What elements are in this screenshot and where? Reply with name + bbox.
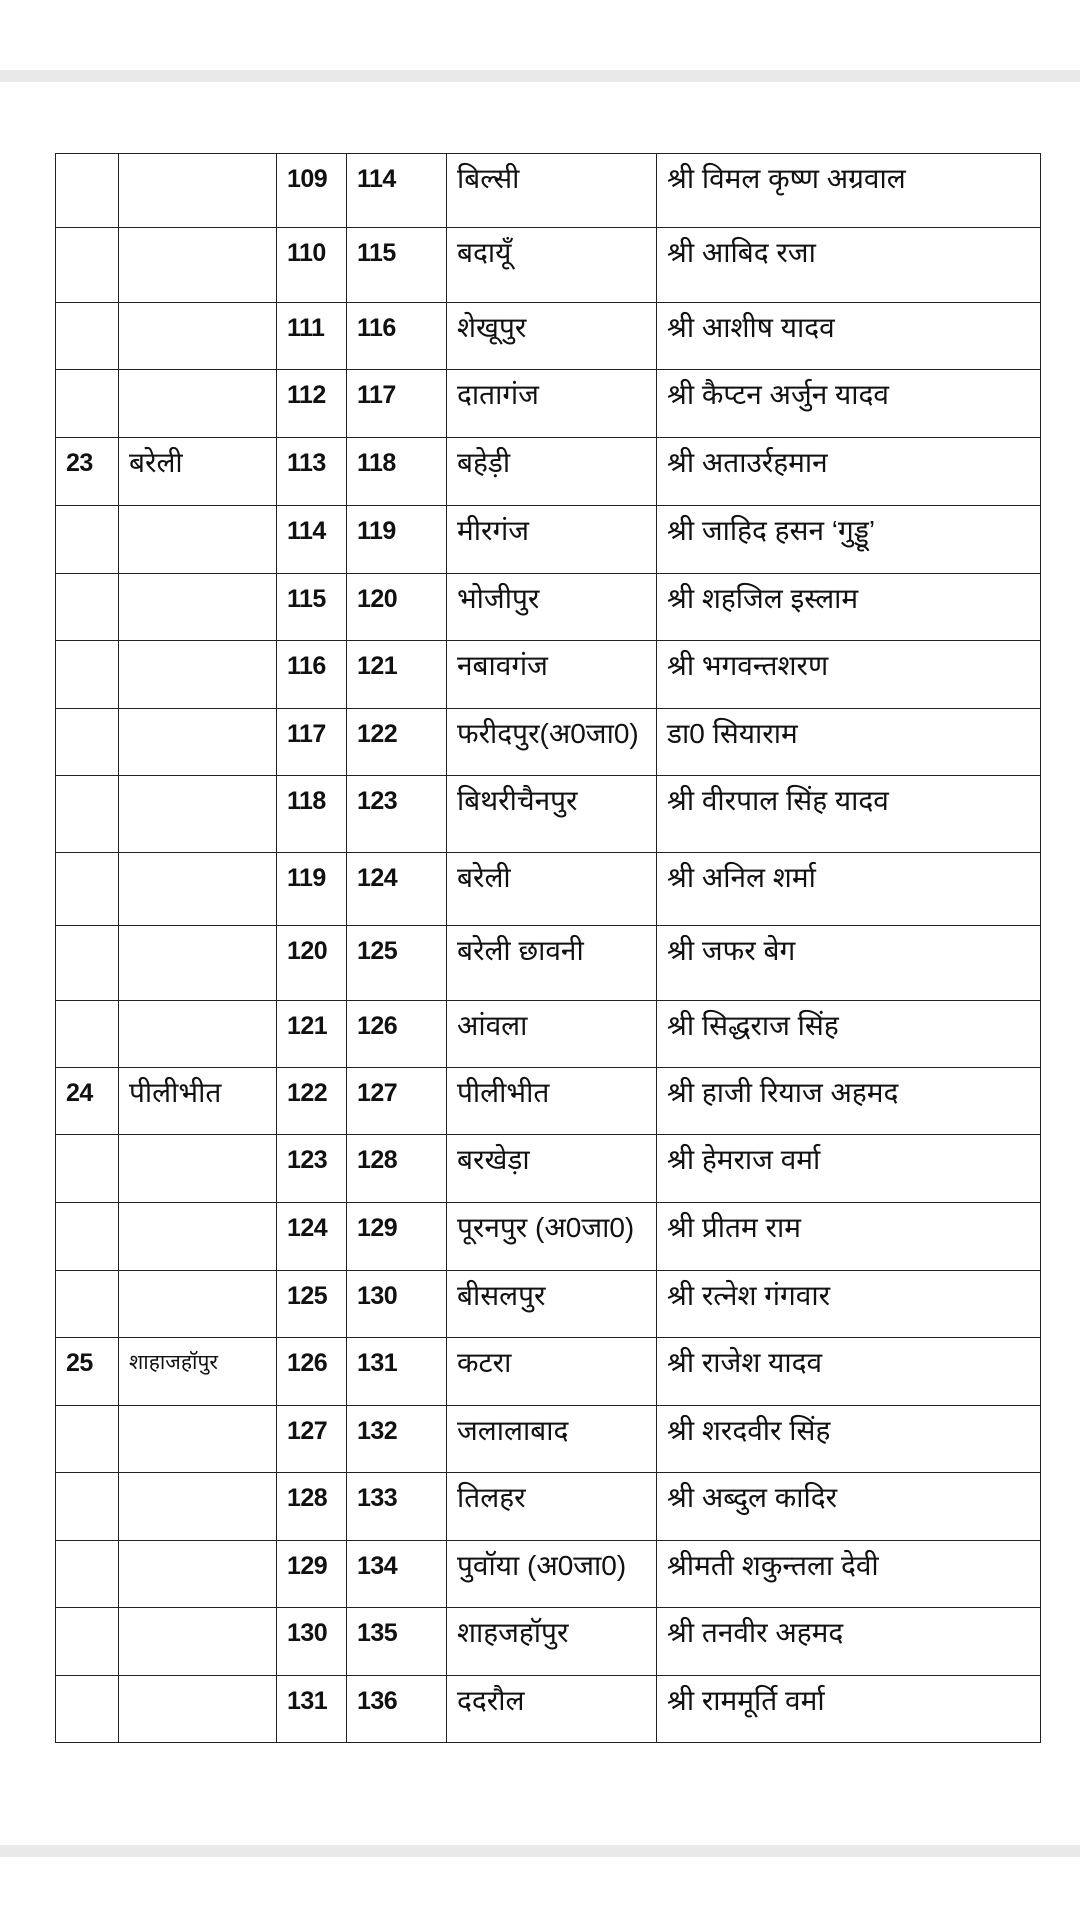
serial-number-cell: 127 <box>277 1406 347 1473</box>
table-row <box>56 438 1041 506</box>
constituency-number-cell: 125 <box>347 926 447 1001</box>
district-name-cell <box>119 303 277 370</box>
constituency-number-cell: 130 <box>347 1271 447 1338</box>
candidate-name-cell: श्री वीरपाल सिंह यादव <box>657 776 1041 853</box>
district-serial-cell <box>56 574 119 641</box>
district-serial-cell <box>56 154 119 228</box>
district-name-cell <box>119 1203 277 1271</box>
district-name-cell <box>119 1676 277 1743</box>
table-row <box>56 228 1041 303</box>
constituency-number-cell: 124 <box>347 853 447 926</box>
table-row <box>56 1338 1041 1406</box>
table-row <box>56 1406 1041 1473</box>
candidate-name-cell: श्री प्रीतम राम <box>657 1203 1041 1271</box>
serial-number-cell: 122 <box>277 1068 347 1135</box>
candidate-name-cell: डा0 सियाराम <box>657 709 1041 776</box>
table-row <box>56 1541 1041 1608</box>
district-serial-cell <box>56 776 119 853</box>
candidate-table <box>55 153 1041 1743</box>
district-serial-cell <box>56 228 119 303</box>
district-serial-cell: 23 <box>56 438 119 506</box>
candidate-table-body <box>56 154 1041 1743</box>
district-name-cell: बरेली <box>119 438 277 506</box>
district-serial-cell <box>56 926 119 1001</box>
candidate-name-cell: श्री भगवन्तशरण <box>657 641 1041 709</box>
district-name-cell <box>119 641 277 709</box>
serial-number-cell: 128 <box>277 1473 347 1541</box>
district-name-cell <box>119 1473 277 1541</box>
candidate-name-cell: श्रीमती शकुन्तला देवी <box>657 1541 1041 1608</box>
district-serial-cell <box>56 641 119 709</box>
district-name-cell <box>119 926 277 1001</box>
district-name-cell <box>119 853 277 926</box>
district-serial-cell <box>56 853 119 926</box>
table-row <box>56 303 1041 370</box>
district-name-cell <box>119 228 277 303</box>
table-row <box>56 1068 1041 1135</box>
table-row <box>56 1676 1041 1743</box>
district-name-cell: शाहाजहॉपुर <box>119 1338 277 1406</box>
constituency-number-cell: 115 <box>347 228 447 303</box>
serial-number-cell: 126 <box>277 1338 347 1406</box>
table-row <box>56 1001 1041 1068</box>
constituency-number-cell: 116 <box>347 303 447 370</box>
candidate-name-cell: श्री आबिद रजा <box>657 228 1041 303</box>
constituency-name-cell: पुवॉया (अ0जा0) <box>447 1541 657 1608</box>
candidate-name-cell: श्री सिद्धराज सिंह <box>657 1001 1041 1068</box>
serial-number-cell: 123 <box>277 1135 347 1203</box>
table-row <box>56 1203 1041 1271</box>
candidate-name-cell: श्री हेमराज वर्मा <box>657 1135 1041 1203</box>
constituency-number-cell: 122 <box>347 709 447 776</box>
serial-number-cell: 124 <box>277 1203 347 1271</box>
constituency-name-cell: फरीदपुर(अ0जा0) <box>447 709 657 776</box>
district-name-cell <box>119 1135 277 1203</box>
table-row <box>56 154 1041 228</box>
district-name-cell <box>119 709 277 776</box>
constituency-name-cell: बरेली छावनी <box>447 926 657 1001</box>
district-name-cell <box>119 1271 277 1338</box>
table-row <box>56 1473 1041 1541</box>
district-name-cell <box>119 1541 277 1608</box>
constituency-name-cell: तिलहर <box>447 1473 657 1541</box>
table-row <box>56 506 1041 574</box>
district-name-cell <box>119 370 277 438</box>
candidate-name-cell: श्री अनिल शर्मा <box>657 853 1041 926</box>
serial-number-cell: 130 <box>277 1608 347 1676</box>
constituency-number-cell: 127 <box>347 1068 447 1135</box>
candidate-name-cell: श्री शरदवीर सिंह <box>657 1406 1041 1473</box>
serial-number-cell: 125 <box>277 1271 347 1338</box>
constituency-name-cell: बिथरीचैनपुर <box>447 776 657 853</box>
constituency-name-cell: बरेली <box>447 853 657 926</box>
district-serial-cell <box>56 1541 119 1608</box>
constituency-number-cell: 123 <box>347 776 447 853</box>
district-name-cell <box>119 1001 277 1068</box>
district-serial-cell <box>56 370 119 438</box>
district-serial-cell <box>56 506 119 574</box>
constituency-number-cell: 120 <box>347 574 447 641</box>
constituency-number-cell: 119 <box>347 506 447 574</box>
serial-number-cell: 115 <box>277 574 347 641</box>
candidate-name-cell: श्री राममूर्ति वर्मा <box>657 1676 1041 1743</box>
candidate-name-cell: श्री हाजी रियाज अहमद <box>657 1068 1041 1135</box>
constituency-name-cell: आंवला <box>447 1001 657 1068</box>
district-serial-cell <box>56 1608 119 1676</box>
table-row <box>56 574 1041 641</box>
district-name-cell: पीलीभीत <box>119 1068 277 1135</box>
constituency-name-cell: दातागंज <box>447 370 657 438</box>
candidate-name-cell: श्री तनवीर अहमद <box>657 1608 1041 1676</box>
table-row <box>56 1271 1041 1338</box>
constituency-name-cell: जलालाबाद <box>447 1406 657 1473</box>
table-row <box>56 370 1041 438</box>
constituency-number-cell: 136 <box>347 1676 447 1743</box>
serial-number-cell: 131 <box>277 1676 347 1743</box>
constituency-number-cell: 132 <box>347 1406 447 1473</box>
district-serial-cell <box>56 709 119 776</box>
serial-number-cell: 129 <box>277 1541 347 1608</box>
constituency-name-cell: नबावगंज <box>447 641 657 709</box>
serial-number-cell: 110 <box>277 228 347 303</box>
candidate-name-cell: श्री अब्दुल कादिर <box>657 1473 1041 1541</box>
table-row <box>56 776 1041 853</box>
constituency-name-cell: बहेड़ी <box>447 438 657 506</box>
constituency-number-cell: 133 <box>347 1473 447 1541</box>
page-bottom-divider <box>0 1845 1080 1857</box>
candidate-name-cell: श्री राजेश यादव <box>657 1338 1041 1406</box>
constituency-name-cell: पूरनपुर (अ0जा0) <box>447 1203 657 1271</box>
page-top-divider <box>0 70 1080 82</box>
serial-number-cell: 109 <box>277 154 347 228</box>
table-row <box>56 1608 1041 1676</box>
constituency-number-cell: 128 <box>347 1135 447 1203</box>
district-serial-cell <box>56 303 119 370</box>
district-name-cell <box>119 1406 277 1473</box>
constituency-number-cell: 118 <box>347 438 447 506</box>
serial-number-cell: 116 <box>277 641 347 709</box>
district-name-cell <box>119 574 277 641</box>
table-row <box>56 926 1041 1001</box>
constituency-number-cell: 134 <box>347 1541 447 1608</box>
candidate-name-cell: श्री आशीष यादव <box>657 303 1041 370</box>
serial-number-cell: 121 <box>277 1001 347 1068</box>
candidate-name-cell: श्री जफर बेग <box>657 926 1041 1001</box>
district-serial-cell <box>56 1473 119 1541</box>
district-serial-cell <box>56 1135 119 1203</box>
district-serial-cell <box>56 1676 119 1743</box>
serial-number-cell: 118 <box>277 776 347 853</box>
serial-number-cell: 112 <box>277 370 347 438</box>
table-row <box>56 853 1041 926</box>
serial-number-cell: 119 <box>277 853 347 926</box>
constituency-name-cell: शाहजहॉपुर <box>447 1608 657 1676</box>
candidate-name-cell: श्री विमल कृष्ण अग्रवाल <box>657 154 1041 228</box>
district-serial-cell <box>56 1406 119 1473</box>
serial-number-cell: 114 <box>277 506 347 574</box>
district-serial-cell: 25 <box>56 1338 119 1406</box>
district-name-cell <box>119 506 277 574</box>
constituency-name-cell: पीलीभीत <box>447 1068 657 1135</box>
constituency-number-cell: 126 <box>347 1001 447 1068</box>
candidate-name-cell: श्री रत्नेश गंगवार <box>657 1271 1041 1338</box>
constituency-name-cell: बीसलपुर <box>447 1271 657 1338</box>
constituency-number-cell: 114 <box>347 154 447 228</box>
candidate-name-cell: श्री कैप्टन अर्जुन यादव <box>657 370 1041 438</box>
district-serial-cell: 24 <box>56 1068 119 1135</box>
constituency-name-cell: बिल्सी <box>447 154 657 228</box>
serial-number-cell: 117 <box>277 709 347 776</box>
serial-number-cell: 113 <box>277 438 347 506</box>
constituency-name-cell: ददरौल <box>447 1676 657 1743</box>
table-row <box>56 709 1041 776</box>
table-row <box>56 641 1041 709</box>
serial-number-cell: 120 <box>277 926 347 1001</box>
district-serial-cell <box>56 1271 119 1338</box>
serial-number-cell: 111 <box>277 303 347 370</box>
district-name-cell <box>119 154 277 228</box>
constituency-name-cell: कटरा <box>447 1338 657 1406</box>
constituency-number-cell: 117 <box>347 370 447 438</box>
constituency-name-cell: शेखूपुर <box>447 303 657 370</box>
constituency-number-cell: 131 <box>347 1338 447 1406</box>
constituency-number-cell: 129 <box>347 1203 447 1271</box>
district-name-cell <box>119 1608 277 1676</box>
constituency-number-cell: 121 <box>347 641 447 709</box>
district-serial-cell <box>56 1001 119 1068</box>
candidate-name-cell: श्री शहजिल इस्लाम <box>657 574 1041 641</box>
constituency-name-cell: बरखेड़ा <box>447 1135 657 1203</box>
constituency-name-cell: भोजीपुर <box>447 574 657 641</box>
district-name-cell <box>119 776 277 853</box>
district-serial-cell <box>56 1203 119 1271</box>
candidate-name-cell: श्री अताउर्रहमान <box>657 438 1041 506</box>
constituency-name-cell: बदायूँ <box>447 228 657 303</box>
constituency-number-cell: 135 <box>347 1608 447 1676</box>
constituency-name-cell: मीरगंज <box>447 506 657 574</box>
table-row <box>56 1135 1041 1203</box>
candidate-name-cell: श्री जाहिद हसन ‘गुड्डू’ <box>657 506 1041 574</box>
